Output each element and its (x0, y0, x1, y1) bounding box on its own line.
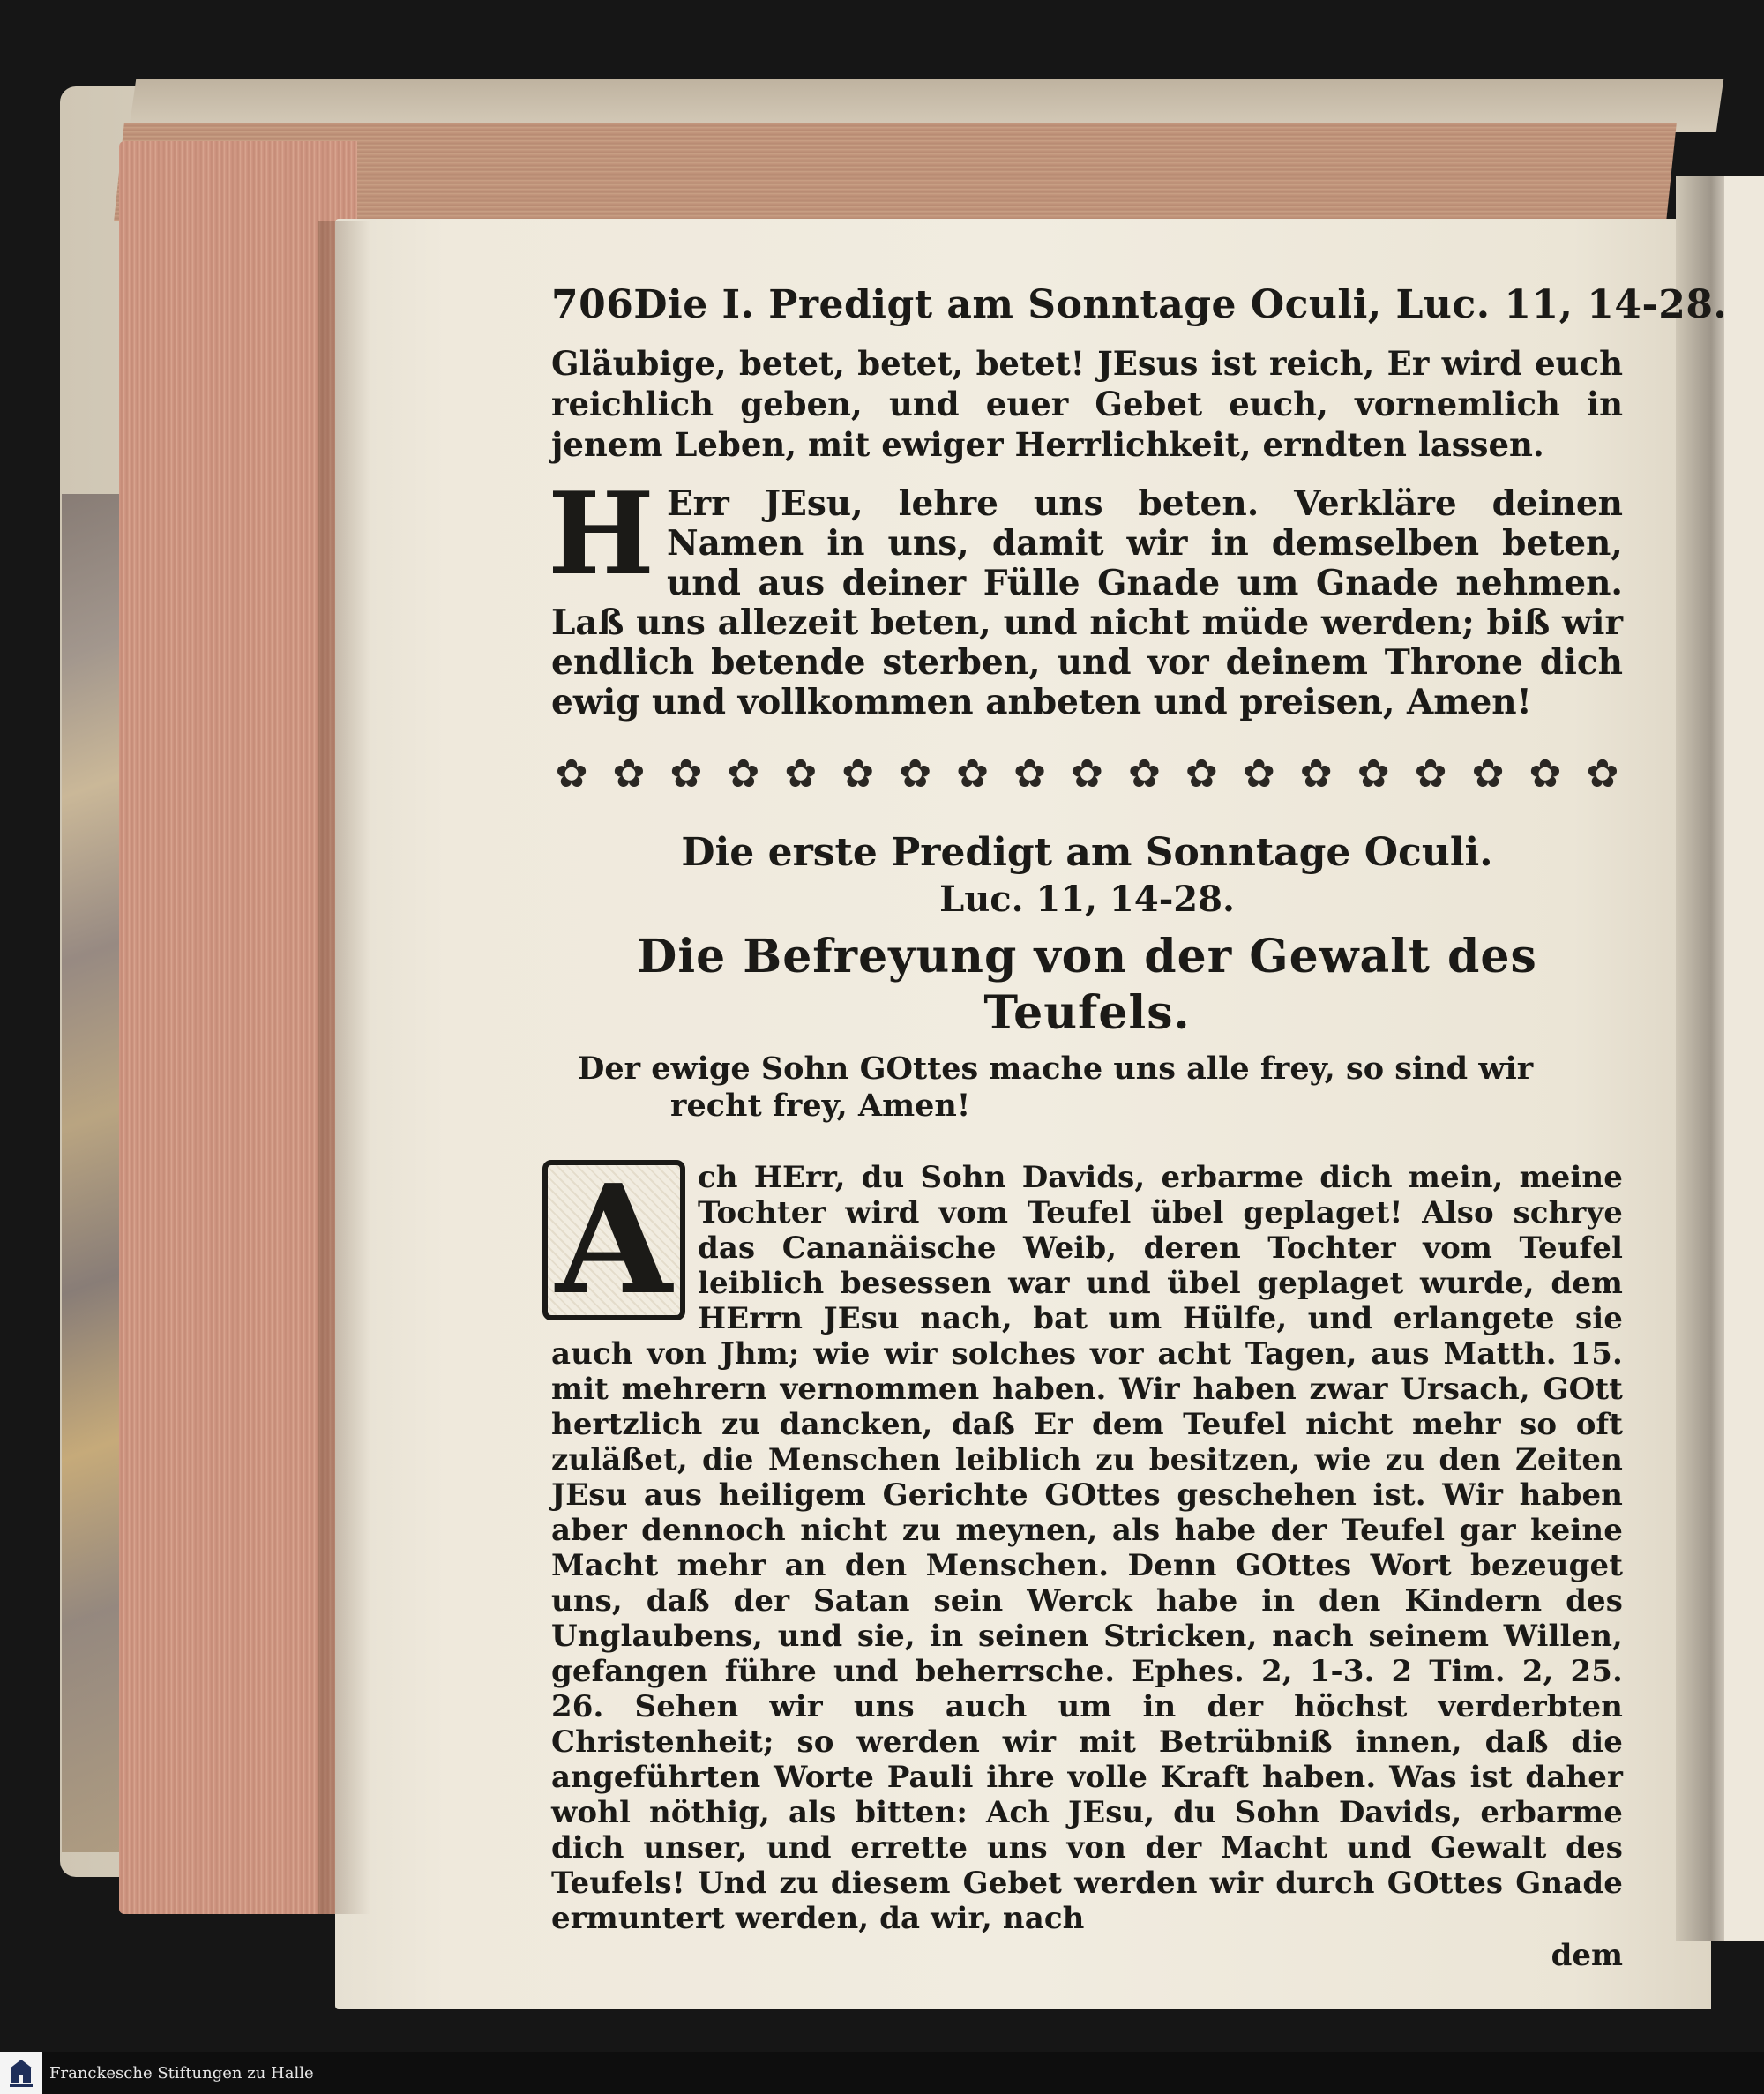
catchword: dem (1551, 1938, 1623, 1973)
marbled-endpaper (62, 494, 123, 1852)
page-number: 706 (551, 282, 634, 327)
ornament-divider (551, 752, 1623, 796)
ornament-icon: ✿ (612, 752, 646, 796)
ornament-icon: ✿ (1529, 752, 1562, 796)
ornament-icon: ✿ (1242, 752, 1275, 796)
ornament-icon: ✿ (784, 752, 818, 796)
ornament-icon: ✿ (1185, 752, 1218, 796)
ornament-icon: ✿ (956, 752, 989, 796)
ornament-icon: ✿ (1414, 752, 1447, 796)
footer-institution-name: Franckesche Stiftungen zu Halle (49, 2063, 314, 2083)
sermon-body (551, 1152, 1623, 1936)
page-text (548, 282, 1728, 1973)
ornament-icon: ✿ (1586, 752, 1619, 796)
sermon-motto: Der ewige Sohn GOttes mache uns alle frey, so sind wir recht frey, Amen! (578, 1051, 1534, 1124)
ornament-icon: ✿ (899, 752, 932, 796)
ornament-icon: ✿ (555, 752, 588, 796)
closing-paragraph: Gläubige, betet, betet, betet! JEsus ist reich, Er wird euch reichlich geben, und euer Gebet euch, vornemlich in jenem Leben, mit ewiger Herrlichkeit, erndten lassen. (551, 344, 1623, 464)
sermon-body-text: ch HErr, du Sohn Davids, erbarme dich mein, meine Tochter wird vom Teufel übel geplaget! Also schrye das Cananäische Weib, deren Tochter vom Teufel leiblich besessen war und übel geplaget wurde, dem HErrn JEsu nach, bat um Hülfe, und erlangete sie auch von Jhm; wie wir solches vor acht Tagen, aus Matth. 15. mit mehrern vernommen haben. Wir haben zwar Ursach, GOtt hertzlich zu dancken, daß Er dem Teufel nicht mehr so oft zuläßet, die Menschen leiblich zu besitzen, wie zu den Zeiten JEsu aus heiligem Gerichte GOttes geschehen ist. Wir haben aber dennoch nicht zu meynen, als habe der Teufel gar keine Macht mehr an den Menschen. Denn GOttes Wort bezeuget uns, daß der Satan sein Werck habe in den Kindern des Unglaubens, und sie, in seinen Stricken, nach seinem Willen, gefangen führe und beherrsche. Ephes. 2, 1-3. 2 Tim. 2, 25. 26. Sehen wir uns auch um in der höchst verderbten Christenheit; so werden wir mit Betrübniß innen, daß die angeführten Worte Pauli ihre volle Kraft haben. Was ist daher wohl nöthig, als bitten: Ach JEsu, du Sohn Davids, erbarme dich unser, und errette uns von der Macht und Gewalt des Teufels! Und zu diesem Gebet werden wir durch GOttes Gnade ermuntert werden, da wir, nach (551, 1160, 1623, 1936)
institution-logo-icon (0, 2052, 42, 2094)
ornament-icon: ✿ (1071, 752, 1103, 796)
ornament-icon: ✿ (669, 752, 703, 796)
decorated-initial: A (542, 1160, 685, 1320)
ornament-icon: ✿ (1357, 752, 1390, 796)
prayer-text: Err JEsu, lehre uns beten. Verkläre deinen Namen in uns, damit wir in demselben beten, und aus deiner Fülle Gnade um Gnade nehmen. Laß uns allezeit beten, und nicht müde werden; biß wir endlich betende sterben, und vor deinem Throne dich ewig und vollkommen anbeten und preisen, Amen! (551, 483, 1623, 722)
prayer-drop-cap: H (548, 468, 654, 601)
ornament-icon: ✿ (1013, 752, 1046, 796)
building-icon (8, 2057, 34, 2089)
ornament-icon: ✿ (1299, 752, 1333, 796)
ornament-icon: ✿ (841, 752, 875, 796)
ornament-icon: ✿ (1127, 752, 1161, 796)
footer-bar (0, 2052, 1764, 2094)
running-head (551, 282, 1728, 327)
sermon-theme: Die Befreyung von der Gewalt des Teufels. (637, 930, 1537, 1040)
running-title: Die I. Predigt am Sonntage Oculi, Luc. 11, 14-28. (633, 282, 1728, 327)
page-shadow (318, 221, 370, 1914)
ornament-icon: ✿ (727, 752, 760, 796)
facing-page-edge (1724, 176, 1764, 1941)
ornament-icon: ✿ (1471, 752, 1505, 796)
sermon-reference: Luc. 11, 14-28. (939, 879, 1235, 920)
prayer-paragraph (548, 468, 1623, 722)
sermon-title: Die erste Predigt am Sonntage Oculi. (681, 830, 1493, 875)
